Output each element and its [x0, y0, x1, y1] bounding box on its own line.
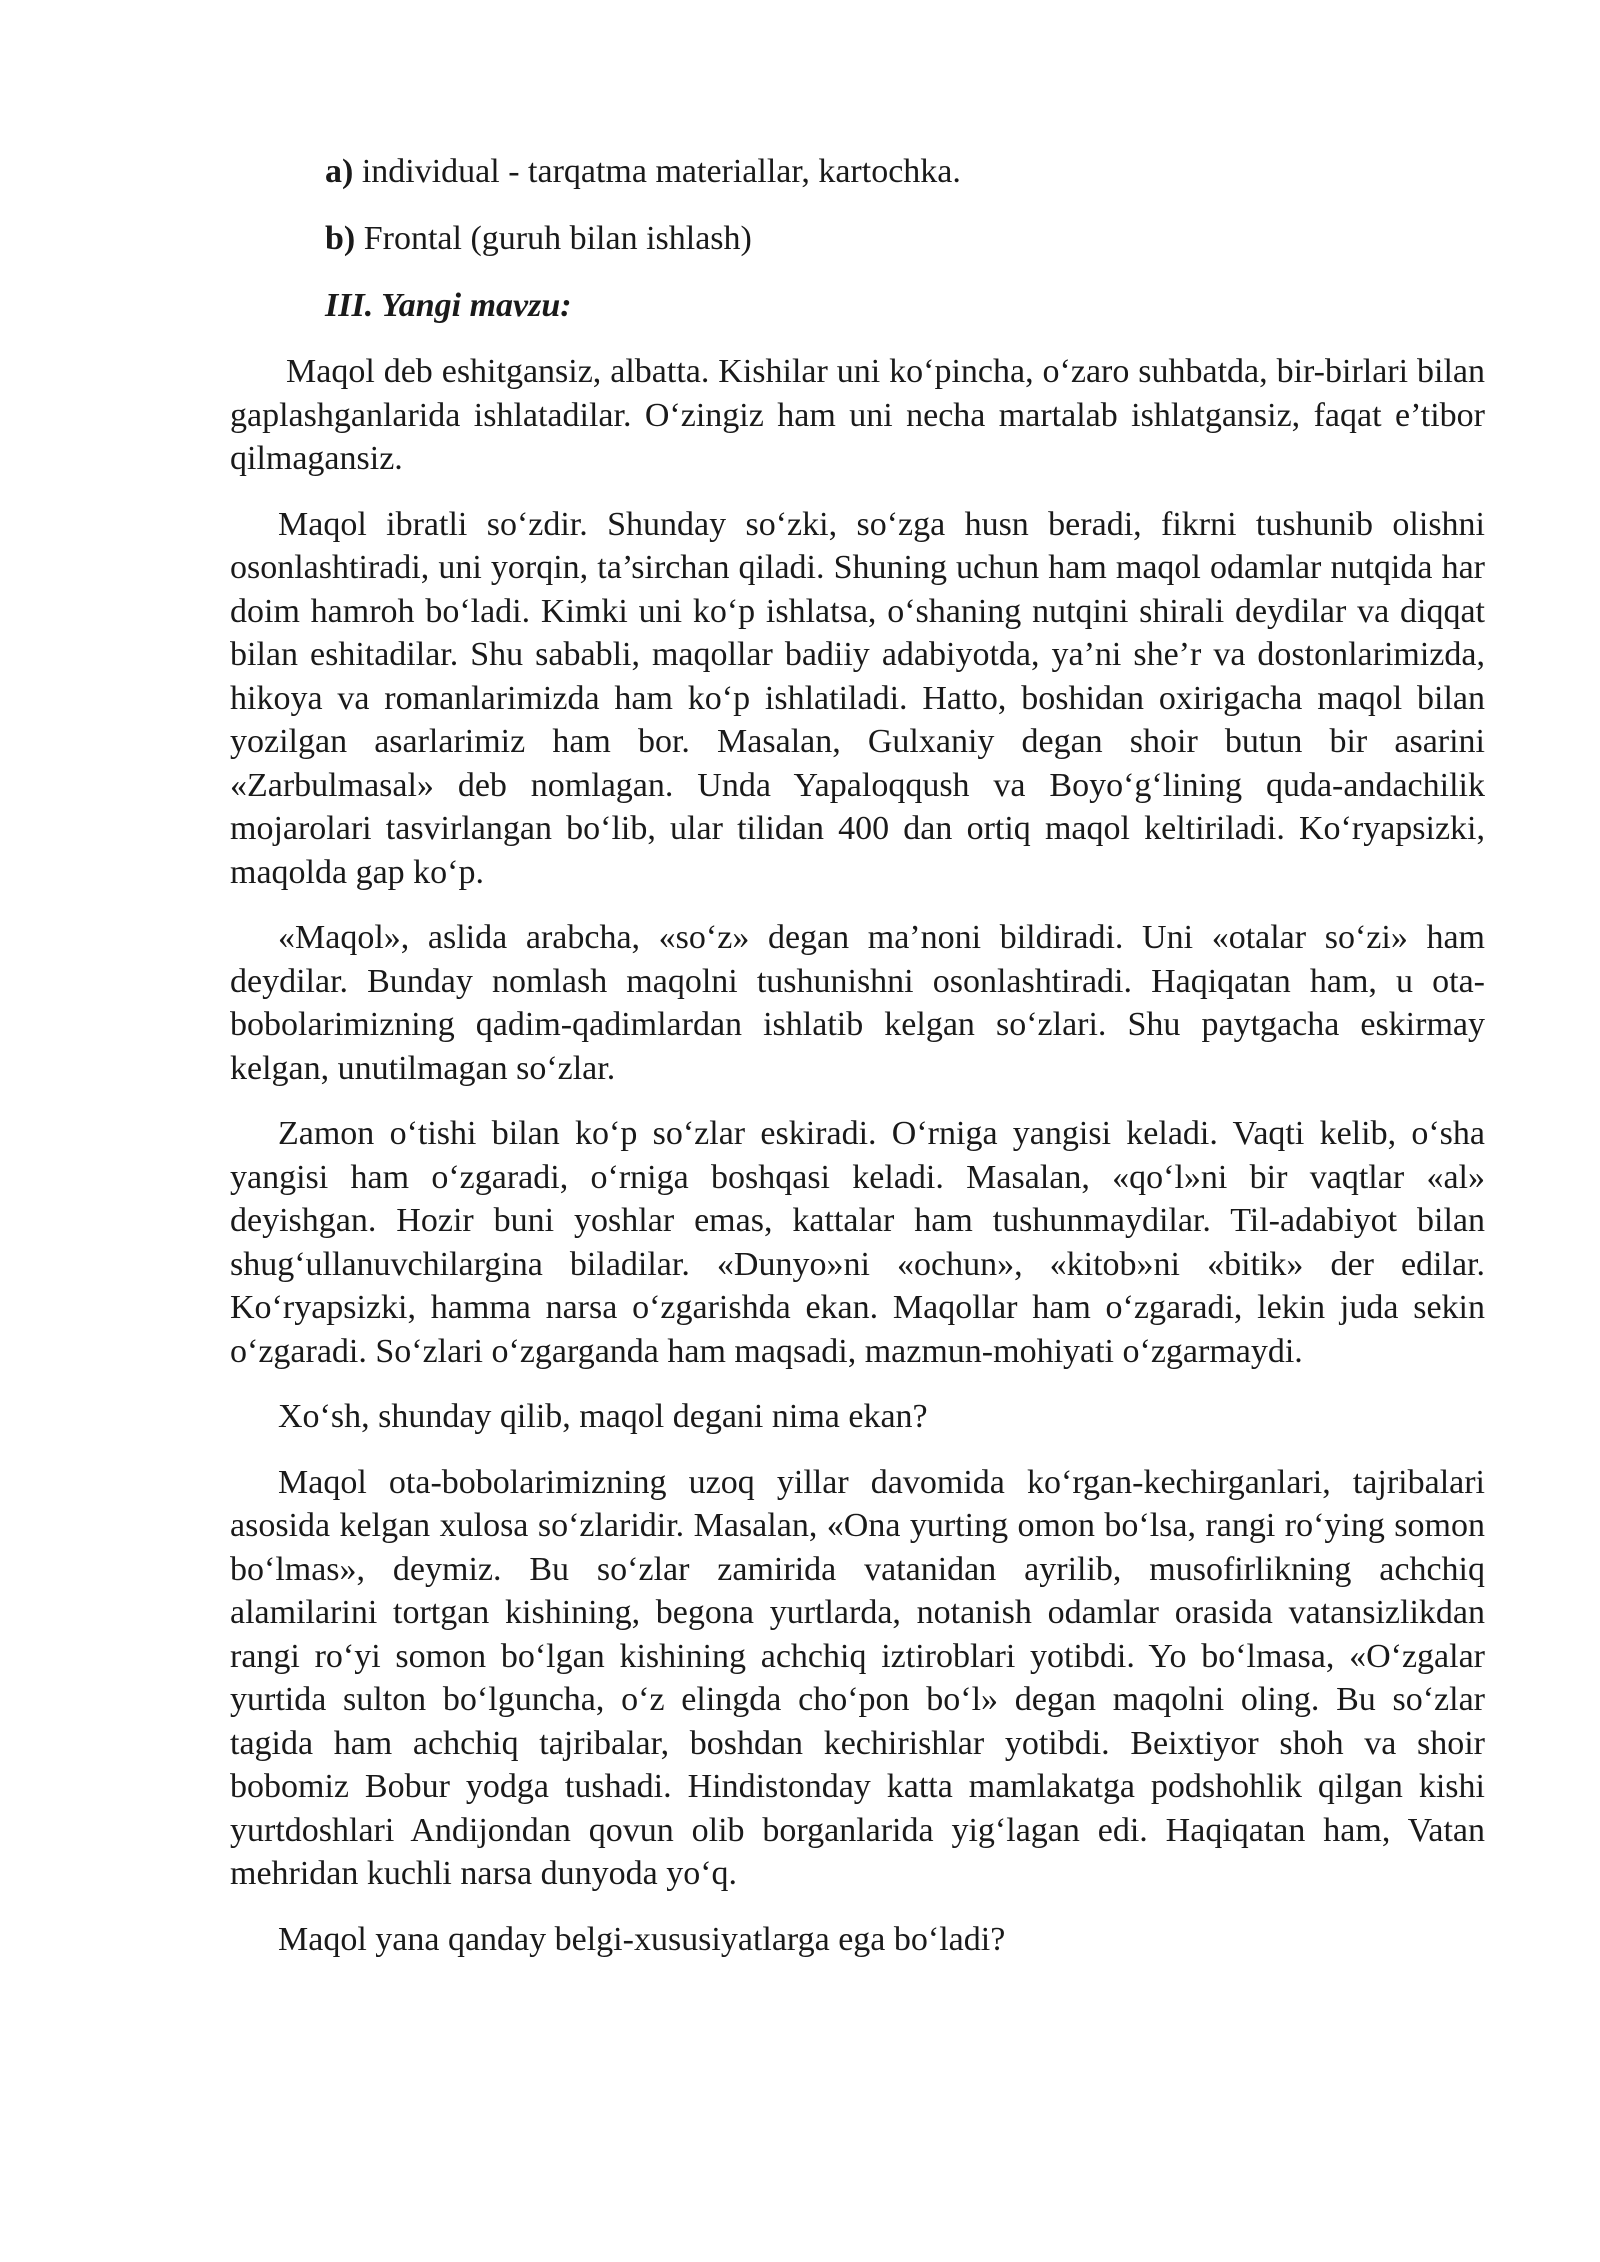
list-item-text: Frontal (guruh bilan ishlash) [355, 220, 752, 257]
paragraph: Maqol yana qanday belgi-xususiyatlarga ega bo‘ladi? [278, 1920, 1006, 1958]
paragraph: Maqol deb eshitgansiz, albatta. Kishilar uni ko‘pincha, o‘zaro suhbatda, bir-birlari bilan gaplashganlarida ishlatadilar. O‘zingiz ham uni necha martalab ishlatgansiz, faqat e’tibor qilmagansiz. [230, 353, 1485, 477]
list-item-a [230, 150, 1485, 194]
paragraph: Zamon o‘tishi bilan ko‘p so‘zlar eskiradi. O‘rniga yangisi keladi. Vaqti kelib, o‘sha yangisi ham o‘zgaradi, o‘rniga boshqasi keladi. Masalan, «qo‘l»ni bir vaqtlar «al» deyishgan. Hozir buni yoshlar emas, kattalar ham tushunmaydilar. Til-adabiyot bilan shug‘ullanuvchilargina biladilar. «Dunyo»ni «ochun», «kitob»ni «bitik» der edilar. Ko‘ryapsizki, hamma narsa o‘zgarishda ekan. Maqollar ham o‘zgaradi, lekin juda sekin o‘zgaradi. So‘zlari o‘zgarganda ham maqsadi, mazmun-mohiyati o‘zgarmaydi. [230, 1115, 1485, 1370]
section-heading: III. Yangi mavzu: [325, 287, 572, 324]
paragraph: Maqol ibratli so‘zdir. Shunday so‘zki, so‘zga husn beradi, fikrni tushunib olishni osonlashtiradi, uni yorqin, ta’sirchan qiladi. Shuning uchun ham maqol odamlar nutqida har doim hamroh bo‘ladi. Kimki uni ko‘p ishlatsa, o‘shaning nutqini shirali deydilar va diqqat bilan eshitadilar. Shu sababli, maqollar badiiy adabiyotda, ya’ni she’r va dostonlarimizda, hikoya va romanlarimizda ham ko‘p ishlatiladi. Hatto, boshidan oxirigacha maqol bilan yozilgan asarlarimiz ham bor. Masalan, Gulxaniy degan shoir butun bir asarini «Zarbulmasal» deb nomlagan. Unda Yapaloqqush va Boyo‘g‘lining quda-andachilik mojarolari tasvirlangan bo‘lib, ular tilidan 400 dan ortiq maqol keltiriladi. Ko‘ryapsizki, maqolda gap ko‘p. [230, 505, 1485, 891]
list-item-b [230, 217, 1485, 261]
paragraph: Maqol ota-bobolarimizning uzoq yillar davomida ko‘rgan-kechirganlari, tajribalari asosida kelgan xulosa so‘zlaridir. Masalan, «Ona yurting omon bo‘lsa, rangi ro‘ying somon bo‘lmas», deymiz. Bu so‘zlar zamirida vatanidan ayrilib, musofirlikning achchiq alamilarini tortgan kishining, begona yurtlarda, notanish odamlar orasida vatansizlikdan rangi ro‘yi somon bo‘lgan kishining achchiq iztiroblari yotibdi. Yo bo‘lmasa, «O‘zgalar yurtida sulton bo‘lguncha, o‘z elingda cho‘pon bo‘l» degan maqolni oling. Bu so‘zlar tagida ham achchiq tajribalar, boshdan kechirishlar yotibdi. Beixtiyor shoh va shoir bobomiz Bobur yodga tushadi. Hindistonday katta mamlakatga podshohlik qilgan kishi yurtdoshlari Andijondan qovun olib borganlarida yig‘lagan edi. Haqiqatan ham, Vatan mehridan kuchli narsa dunyoda yo‘q. [230, 1463, 1485, 1892]
list-marker: a) [325, 153, 354, 190]
paragraph: Xo‘sh, shunday qilib, maqol degani nima ekan? [278, 1398, 928, 1435]
list-marker: b) [325, 220, 356, 257]
document-page [230, 150, 1485, 1983]
paragraph: «Maqol», aslida arabcha, «so‘z» degan ma’noni bildiradi. Uni «otalar so‘zi» ham deydilar. Bunday nomlash maqolni tushunishni osonlashtiradi. Haqiqatan ham, u ota-bobolarimizning qadim-qadimlardan ishlatib kelgan so‘zlari. Shu paytgacha eskirmay kelgan, unutilmagan so‘zlar. [230, 919, 1485, 1087]
list-item-text: individual - tarqatma materiallar, kartochka. [353, 153, 961, 190]
